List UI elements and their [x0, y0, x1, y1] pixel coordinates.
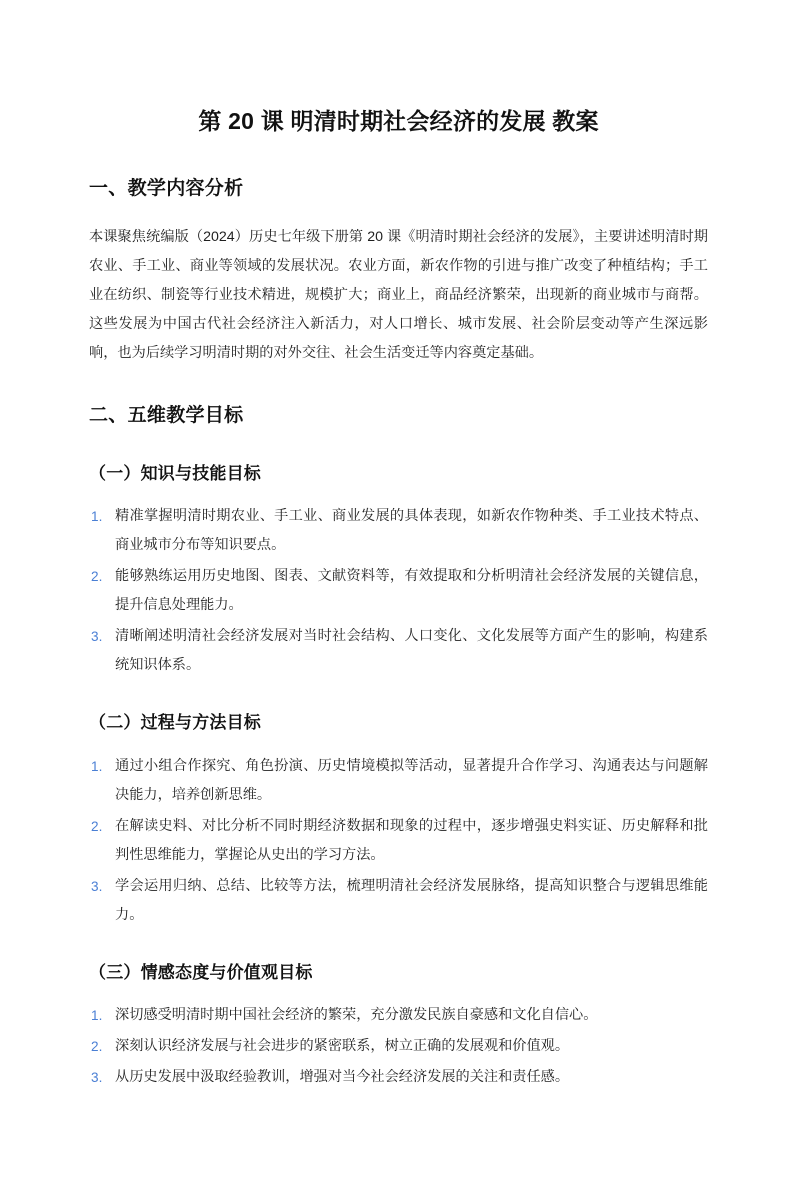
list-item: 深刻认识经济发展与社会进步的紧密联系，树立正确的发展观和价值观。 — [115, 1038, 570, 1054]
subsection-heading-emotion-attitude-values: （三）情感态度与价值观目标 — [89, 962, 313, 982]
section-1-paragraph: 本课聚焦统编版（2024）历史七年级下册第 20 课《明清时期社会经济的发展》，主要讲述明清时期农业、手工业、商业等领域的发展状况。农业方面，新农作物的引进与推广改变了种植结构；手工业在纺织、制瓷等行业技术精进，规模扩大；商业上，商品经济繁荣，出现新的商业城市与商帮。这些发展为中国古代社会经济注入新活力，对人口增长、城市发展、社会阶层变动等产生深远影响，也为后续学习明清时期的对外交往、社会生活变迁等内容奠定基础。 — [89, 229, 708, 361]
list-item: 学会运用归纳、总结、比较等方法，梳理明清社会经济发展脉络，提高知识整合与逻辑思维能力。 — [115, 877, 708, 923]
list-item: 通过小组合作探究、角色扮演、历史情境模拟等活动，显著提升合作学习、沟通表达与问题解决能力，培养创新思维。 — [115, 757, 708, 803]
section-heading-1: 一、教学内容分析 — [89, 177, 244, 199]
process-methods-objective-list — [89, 752, 708, 930]
knowledge-skills-objective-list — [89, 502, 708, 680]
list-item: 从历史发展中汲取经验教训，增强对当今社会经济发展的关注和责任感。 — [115, 1069, 570, 1085]
document-title: 第 20 课 明清时期社会经济的发展 教案 — [198, 108, 599, 134]
emotion-attitude-values-objective-list — [89, 1001, 708, 1092]
list-item: 清晰阐述明清社会经济发展对当时社会结构、人口变化、文化发展等方面产生的影响，构建系统知识体系。 — [115, 628, 708, 673]
list-item: 能够熟练运用历史地图、图表、文献资料等，有效提取和分析明清社会经济发展的关键信息，提升信息处理能力。 — [115, 568, 708, 613]
list-item: 在解读史料、对比分析不同时期经济数据和现象的过程中，逐步增强史料实证、历史解释和批判性思维能力，掌握论从史出的学习方法。 — [115, 817, 708, 863]
section-heading-2: 二、五维教学目标 — [89, 405, 244, 426]
subsection-heading-knowledge-skills: （一）知识与技能目标 — [89, 463, 261, 483]
list-item: 深切感受明清时期中国社会经济的繁荣，充分激发民族自豪感和文化自信心。 — [115, 1007, 598, 1023]
subsection-heading-process-methods: （二）过程与方法目标 — [89, 713, 261, 732]
list-item: 精准掌握明清时期农业、手工业、商业发展的具体表现，如新农作物种类、手工业技术特点、商业城市分布等知识要点。 — [115, 508, 708, 553]
